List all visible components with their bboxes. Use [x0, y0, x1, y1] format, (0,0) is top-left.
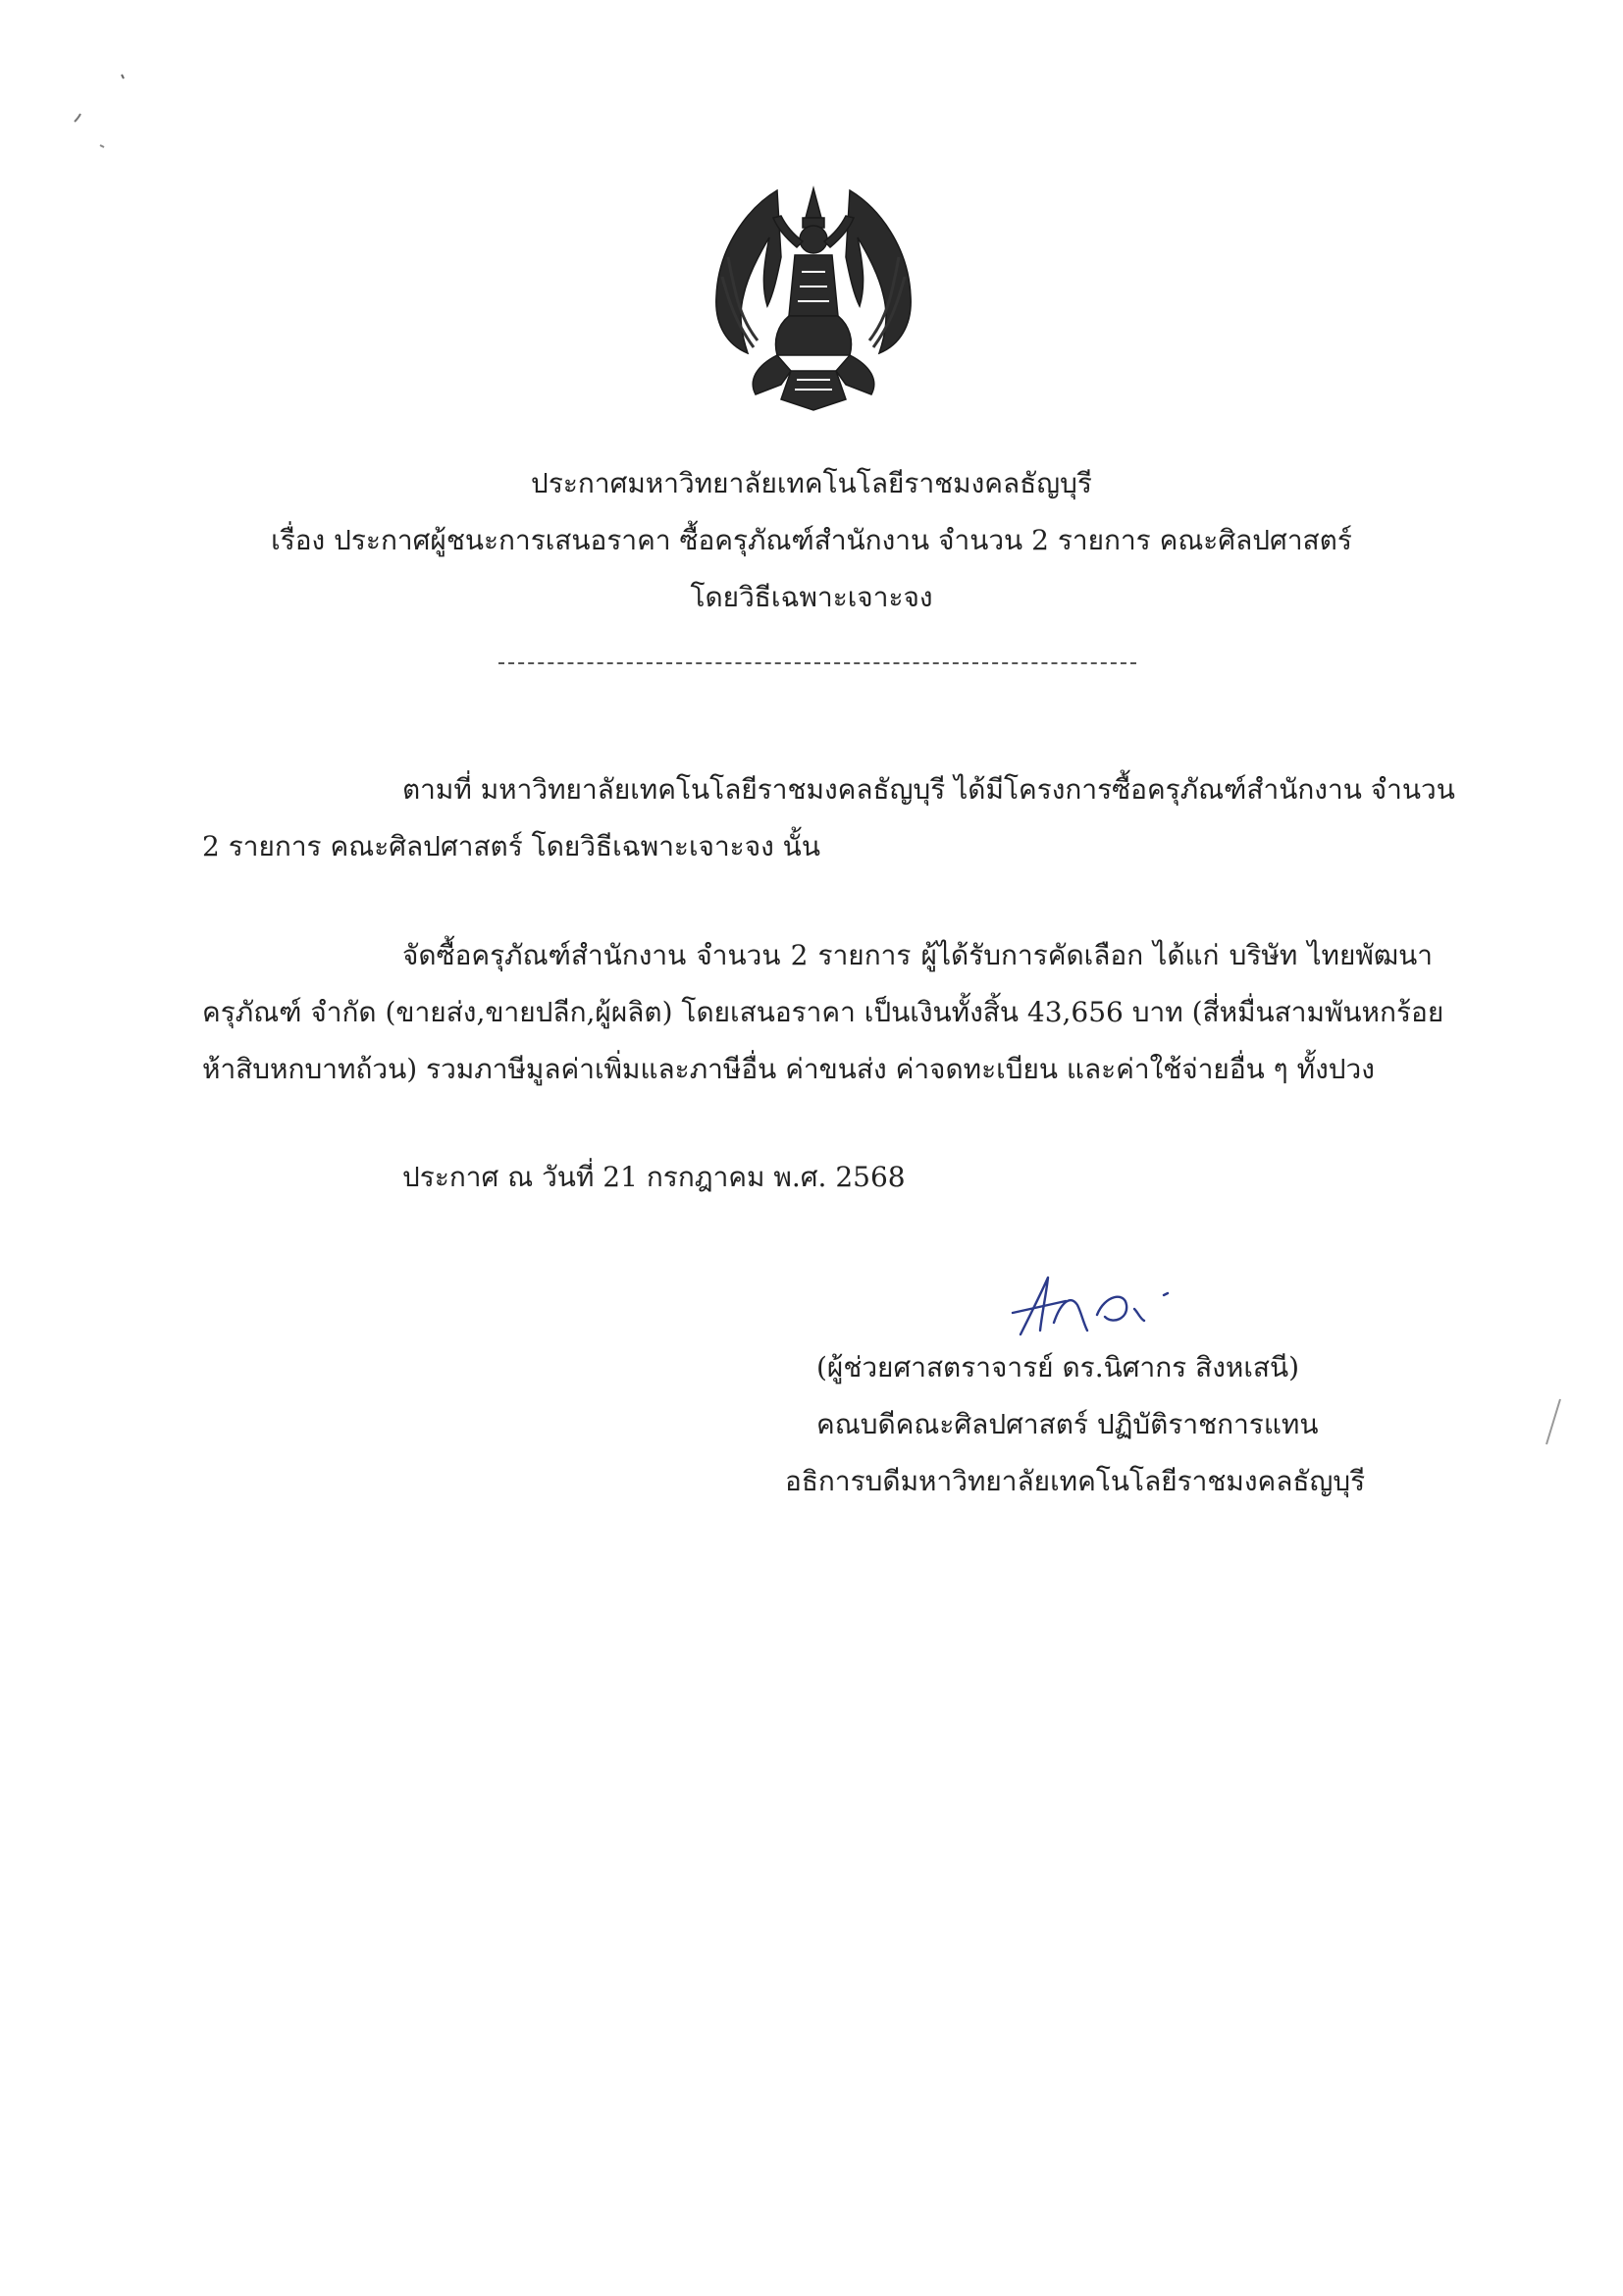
signatory-position-1: คณบดีคณะศิลปศาสตร์ ปฏิบัติราชการแทน [816, 1408, 1319, 1440]
paragraph-2-line-1: จัดซื้อครุภัณฑ์สำนักงาน จำนวน 2 รายการ ผู้ได้รับการคัดเลือก ได้แก่ บริษัท ไทยพัฒนา [402, 939, 1433, 971]
subject-line-1: เรื่อง ประกาศผู้ชนะการเสนอราคา ซื้อครุภัณฑ์สำนักงาน จำนวน 2 รายการ คณะศิลปศาสตร์ [271, 524, 1352, 556]
announce-date: ประกาศ ณ วันที่ 21 กรกฎาคม พ.ศ. 2568 [402, 1161, 906, 1193]
scan-speck [67, 71, 135, 159]
subject-line-2: โดยวิธีเฉพาะเจาะจง [690, 581, 933, 613]
handwritten-signature-icon [991, 1266, 1207, 1344]
paragraph-2-line-3: ห้าสิบหกบาทถ้วน) รวมภาษีมูลค่าเพิ่มและภาษีอื่น ค่าขนส่ง ค่าจดทะเบียน และค่าใช้จ่ายอื่น ๆ ทั้งปวง [202, 1053, 1375, 1085]
paragraph-1-line-2: 2 รายการ คณะศิลปศาสตร์ โดยวิธีเฉพาะเจาะจง นั้น [202, 830, 820, 862]
paragraph-1-line-1: ตามที่ มหาวิทยาลัยเทคโนโลยีราชมงคลธัญบุรี ได้มีโครงการซื้อครุภัณฑ์สำนักงาน จำนวน [402, 773, 1455, 806]
garuda-emblem-icon [708, 179, 918, 412]
signatory-position-2: อธิการบดีมหาวิทยาลัยเทคโนโลยีราชมงคลธัญบุรี [785, 1465, 1366, 1497]
announcement-title: ประกาศมหาวิทยาลัยเทคโนโลยีราชมงคลธัญบุรี [531, 467, 1092, 499]
signatory-name: (ผู้ช่วยศาสตราจารย์ ดร.นิศากร สิงหเสนี) [816, 1351, 1300, 1383]
paragraph-2-line-2: ครุภัณฑ์ จำกัด (ขายส่ง,ขายปลีก,ผู้ผลิต) โดยเสนอราคา เป็นเงินทั้งสิ้น 43,656 บาท (สี่หมื่นสามพันหกร้อย [202, 996, 1444, 1028]
scan-speck [1541, 1393, 1580, 1452]
separator-line [498, 662, 1136, 664]
